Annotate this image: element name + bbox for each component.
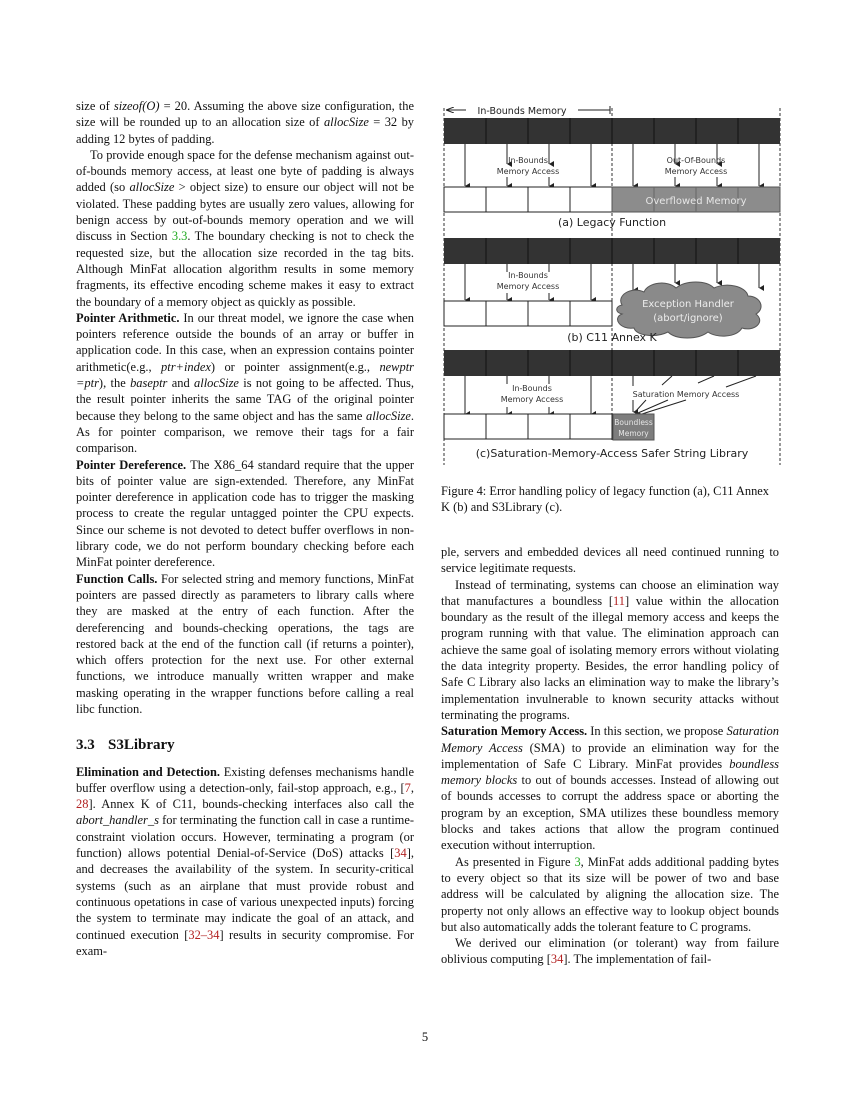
math: newptr =ptr <box>76 359 414 391</box>
run-in-heading: Saturation Memory Access. <box>441 724 588 739</box>
citation-link[interactable]: 28 <box>76 797 89 812</box>
citation-link[interactable]: 32–34 <box>188 927 220 942</box>
right-column <box>441 544 779 968</box>
math: abort_handler_s <box>76 813 159 828</box>
text: = 32 by adding 12 bytes of padding. <box>76 115 415 146</box>
svg-text:Memory Access: Memory Access <box>500 395 564 404</box>
text: , MinFat adds additional padding bytes to every object so that its size will be power of two and base address will be calculated by aligning the allocation size. The property not only allows an effective way to lookup object bounds but also automatically adds the tolerant feature to C programs. <box>441 854 779 934</box>
text: We derived our elimination (or tolerant) way from failure oblivious computing [ <box>441 936 779 967</box>
paragraph-failure-oblivious <box>441 935 779 968</box>
svg-text:Memory: Memory <box>618 429 649 438</box>
run-in-heading: Pointer Arithmetic. <box>76 310 180 325</box>
citation-link[interactable]: 11 <box>612 593 625 608</box>
in-bounds-memory-label: In-Bounds Memory <box>477 106 567 117</box>
svg-text:Memory Access: Memory Access <box>664 167 728 176</box>
paragraph-elimination <box>76 764 414 960</box>
text: is not going to be affected. Thus, the result pointer inherits the same TAG of the original pointer because they belong to the same object and has the same <box>76 376 414 423</box>
text: ]. The implementation of fail- <box>563 952 712 967</box>
text: size of <box>76 99 114 113</box>
text: (SMA) to provide an elimination way for the implementation of Safe C Library. MinFat provides <box>441 740 779 771</box>
paragraph-function-calls <box>76 571 414 718</box>
paragraph-alloc-size <box>76 98 414 147</box>
panel-b-title: (b) C11 Annex K <box>567 331 657 344</box>
section-number: 3.3 <box>76 737 95 754</box>
paragraph-pointer-dereference <box>76 457 414 571</box>
section-title: S3Library <box>108 737 175 754</box>
math-sizeof: sizeof(O) <box>113 99 160 113</box>
text: To provide enough space for the defense mechanism against out-of-bounds memory access, at least one byte of padding is always added (so <box>76 147 414 195</box>
text: . As for pointer comparison, we remove their tags for a fair comparison. <box>76 408 414 456</box>
section-heading <box>76 737 414 753</box>
emphasis: Saturation Memory Access <box>441 724 779 755</box>
paragraph-pointer-arithmetic <box>76 310 414 457</box>
paragraph-elimination-way <box>441 577 779 724</box>
text: ]. Annex K of C11, bounds-checking interfaces also call the <box>88 797 414 812</box>
text: ) or pointer assignment(e.g., <box>210 359 380 374</box>
text: Existing defenses mechanisms handle buffer overflow using a detection-only, fail-stop approach, e.g., [ <box>76 764 414 795</box>
svg-text:Memory Access: Memory Access <box>496 167 560 176</box>
math-allocsize: allocSize <box>129 180 175 195</box>
text: ] value within the allocation boundary as the result of the illegal memory access and keeps the program running with that value. The elimination approach can achieve the same goal of isolating memory errors without violating the data integrity property. Besides, the error handling policy of Safe C Library also lacks an elimination way to make the library’s implementation invulnerable to known security attacks without terminating the programs. <box>441 593 779 722</box>
math-allocsize: allocSize <box>323 115 369 130</box>
paragraph-padding <box>76 147 414 310</box>
text: to out of bounds accesses. Instead of allowing out of bounds accesses to corrupt the address space or aborting the program by an exception, SMA utilizes these boundless memory blocks and takes actions that allow the program continued execution without interruption. <box>441 773 779 853</box>
emphasis: boundless memory blocks <box>441 756 779 788</box>
text: Instead of terminating, systems can choose an elimination way that manufactures a boundless [ <box>441 577 779 608</box>
panel-a-title: (a) Legacy Function <box>557 216 667 229</box>
math: ptr+index <box>161 359 211 374</box>
run-in-heading: Elimination and Detection. <box>76 764 221 779</box>
panel-c-title: (c)Saturation-Memory-Access Safer String Library <box>475 447 749 460</box>
exception-handler-cloud <box>617 282 761 338</box>
svg-text:Out-Of-Bounds: Out-Of-Bounds <box>666 156 726 165</box>
math: allocSize <box>194 376 239 391</box>
citation-link[interactable]: 7 <box>404 780 411 795</box>
text: , <box>410 780 414 795</box>
svg-text:Boundless: Boundless <box>614 418 653 427</box>
paragraph-figure3 <box>441 854 779 935</box>
text: ), the <box>98 376 131 391</box>
run-in-heading: Pointer Dereference. <box>76 457 187 472</box>
text: In our threat model, we ignore the case when pointers reference outside the bounds of an array or buffer in application code. In this case, when an expression contains pointer arithmetic(e.g., <box>76 310 414 374</box>
math: baseptr <box>130 376 168 391</box>
text: for terminating the function call in case a runtime-constraint violation occurs. However, terminating a program (or function) allows potential Denial-of-Service (DoS) attacks [ <box>76 813 414 861</box>
text: In this section, we propose <box>587 724 727 739</box>
figure-link[interactable]: 3 <box>574 854 581 869</box>
paragraph-continued: ple, servers and embedded devices all need continued running to service legitimate requests. <box>441 545 779 576</box>
citation-link[interactable]: 34 <box>394 846 407 861</box>
section-link[interactable]: 3.3 <box>171 229 188 244</box>
left-column <box>76 98 414 959</box>
run-in-heading: Function Calls. <box>76 571 158 586</box>
figure-caption <box>441 483 779 516</box>
figure-number: Figure 4: <box>441 484 487 498</box>
text: For selected string and memory functions, MinFat pointers are passed directly as parameters to library calls where they are masked at the entry of each function. After the dereferencing and bounds-checking operations, the tags are restored back at the end of the function call (if returns a pointer), which offers protection for the next use. For other external functions, we introduce manually written wrapper and make masking operating in the wrapper functions before calling a real libc function. <box>76 571 415 716</box>
figure-4 <box>436 100 786 470</box>
text: = 20. Assuming the above size configuration, the size will be rounded up to an allocation size of <box>76 99 415 130</box>
svg-text:In-Bounds: In-Bounds <box>508 156 548 165</box>
figure-caption-text: Error handling policy of legacy function (a), C11 Annex K (b) and S3Library (c). <box>441 484 770 515</box>
text: ] results in security compromise. For exam- <box>76 927 414 958</box>
error-handling-diagram <box>436 100 786 470</box>
overflowed-memory-label: Overflowed Memory <box>645 196 747 207</box>
svg-text:In-Bounds: In-Bounds <box>512 384 552 393</box>
svg-text:(abort/ignore): (abort/ignore) <box>653 313 723 324</box>
text: ], and decreases the availability of the system. In security-critical systems (such as an airplane that must provide robust and continuous opetations in case of various unexpected inputs) forcing the system to terminate may indicate the goal of an attack, and continued execution [ <box>76 846 414 942</box>
text: > object size) to ensure our object will not be violated. These padding bytes are usually zero values, allowing for benign access by out-of-bounds memory operation and we will discuss in Section <box>76 180 414 244</box>
svg-text:In-Bounds: In-Bounds <box>508 271 548 280</box>
svg-text:Exception Handler: Exception Handler <box>642 299 734 310</box>
page-number: 5 <box>421 1030 429 1044</box>
saturation-memory-access-label: Saturation Memory Access <box>632 390 740 399</box>
text: and <box>167 376 195 391</box>
text: The X86_64 standard require that the upper bits of pointer value are sign-extended. Therefore, any MinFat pointer dereference in application code has to trigger the masking process to create the regular untagged pointer the CPU expects. Since our scheme is not devoted to detect buffer overflows in non-library code, we do not perform boundary checking before each MinFat pointer dereference. <box>76 457 414 570</box>
math: allocSize <box>365 408 411 423</box>
citation-link[interactable]: 34 <box>550 952 564 967</box>
svg-text:Memory Access: Memory Access <box>496 282 560 291</box>
text: . The boundary checking is not to check the requested size, but the allocation size recorded in the tag bits. Although MinFat allocation algorithm results in some memory fragments, its effective encoding scheme makes it easy to extract the boundary of a memory object as quickly as possible. <box>76 229 414 309</box>
paragraph-sma <box>441 723 779 853</box>
text: As presented in Figure <box>455 854 575 869</box>
